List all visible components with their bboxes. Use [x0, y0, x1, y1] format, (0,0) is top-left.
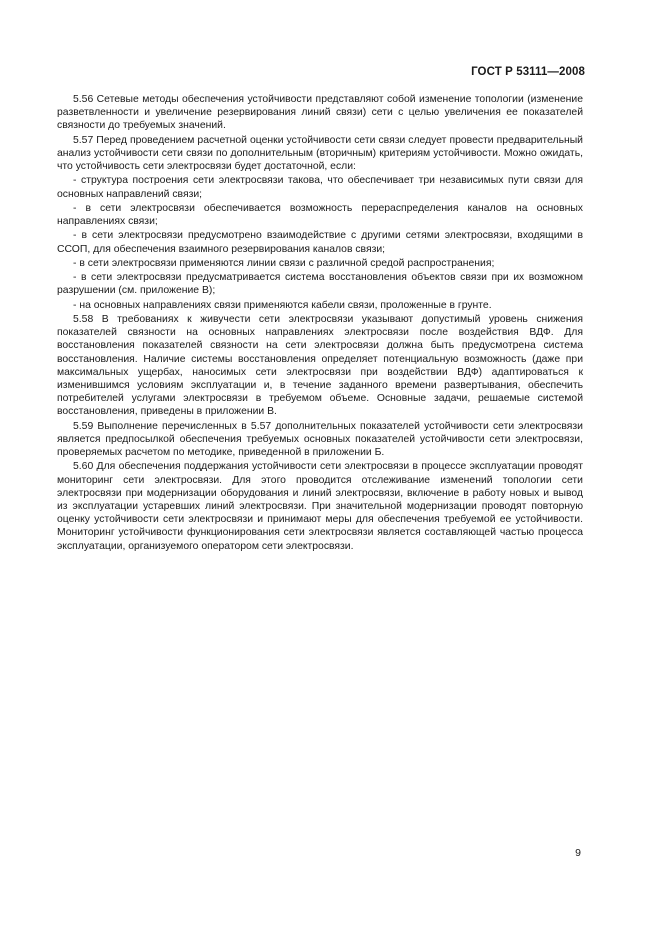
list-item: - на основных направлениях связи применяются кабели связи, проложенные в грунте. — [73, 299, 492, 311]
list-item: - в сети электросвязи применяются линии связи с различной средой распространения; — [73, 257, 495, 269]
paragraph-5-60: 5.60 Для обеспечения поддержания устойчивости сети электросвязи в процессе эксплуатации проводят мониторинг сети электросвязи. Для этого проводится отслеживание изменений топологии сети электросвязи при модернизации оборудования и линий электросвязи, включение в работу новых и вывод из эксплуатации устаревших линий электросвязи. При значительной модернизации проводят повторную оценку устойчивости сети электросвязи и принимают меры для обеспечения требуемой ее устойчивости. Мониторинг устойчивости функционирования сети электросвязи является составляющей частью процесса эксплуатации, организуемого оператором сети электросвязи. — [57, 461, 583, 552]
paragraph-5-57: 5.57 Перед проведением расчетной оценки устойчивости сети связи следует провести предварительный анализ устойчивости сети связи по дополнительным (вторичным) критериям устойчивости. Можно ожидать, что устойчивость сети электросвязи будет достаточной, если: — [57, 134, 583, 173]
paragraph-5-58: 5.58 В требованиях к живучести сети электросвязи указывают допустимый уровень снижения показателей связности на основных направлениях электросвязи после воздействия ВДФ. Для восстановления показателей связности на сети электросвязи должна быть предусмотрена система восстановления. Наличие системы восстановления определяет потенциальную возможность (даже при максимальных ущербах, наносимых сети электросвязи при воздействии ВДФ) адаптироваться к изменившимся условиям эксплуатации и, в течение заданного времени развертывания, обеспечить потребителей услугами электросвязи в требуемом объеме. Основные задачи, решаемые системой восстановления, приведены в приложении В. — [57, 314, 583, 418]
list-item: - в сети электросвязи предусматривается система восстановления объектов связи при их возможном разрушении (см. приложение В); — [57, 272, 583, 297]
document-body — [57, 93, 583, 554]
paragraph-5-59: 5.59 Выполнение перечисленных в 5.57 дополнительных показателей устойчивости сети электросвязи является предпосылкой обеспечения требуемых основных показателей устойчивости сети электросвязи, проверяемых расчетом по методике, приведенной в приложении Б. — [57, 420, 583, 459]
document-code-header: ГОСТ Р 53111—2008 — [471, 66, 585, 78]
list-item: - в сети электросвязи обеспечивается возможность перераспределения каналов на основных направлениях связи; — [57, 202, 583, 228]
list-item: - в сети электросвязи предусмотрено взаимодействие с другими сетями электросвязи, входящими в ССОП, для обеспечения взаимного резервирования каналов связи; — [57, 230, 583, 255]
list-item: - структура построения сети электросвязи такова, что обеспечивает три независимых пути связи для основных направлений связи; — [57, 175, 583, 200]
paragraph-5-56: 5.56 Сетевые методы обеспечения устойчивости представляют собой изменение топологии (изменение разветвленности и увеличение резервирования линий связи) сети с целью увеличения ее показателей связности до требуемых значений. — [57, 94, 583, 132]
page-number: 9 — [575, 847, 581, 859]
